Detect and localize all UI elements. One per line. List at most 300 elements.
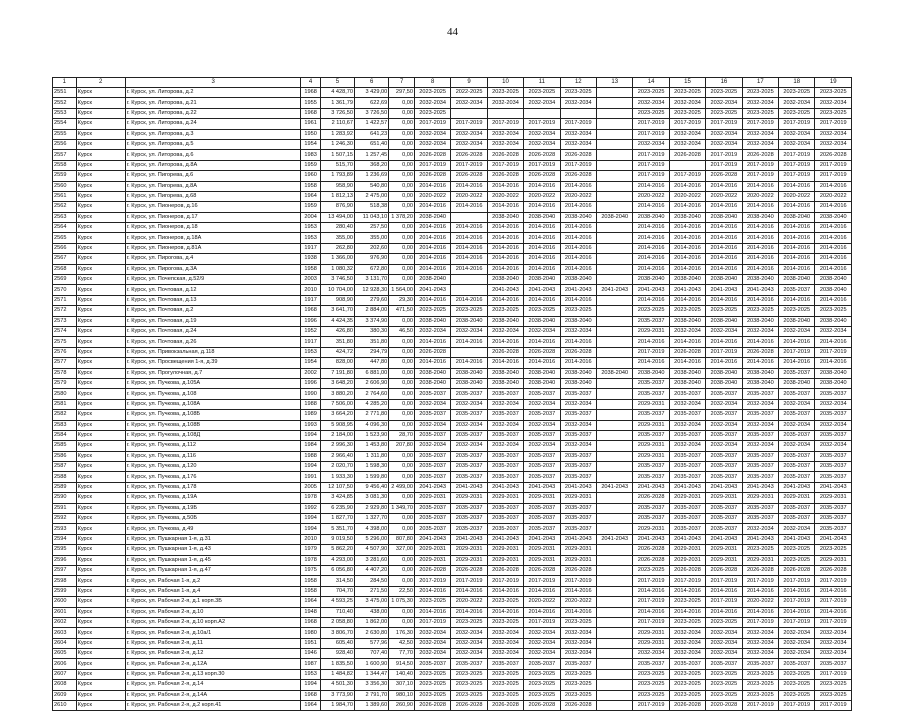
table-cell: 2038-2040 — [524, 316, 560, 326]
table-cell: 2041-2043 — [524, 285, 560, 295]
table-cell: 2029-2031 — [524, 493, 560, 503]
table-cell: 1 793,89 — [320, 171, 354, 181]
table-cell: 2017-2019 — [633, 150, 669, 160]
table-cell: 2038-2040 — [414, 212, 450, 222]
table-cell: 2023-2025 — [451, 617, 487, 627]
table-cell: 1968 — [301, 88, 320, 98]
table-cell: 1953 — [301, 223, 320, 233]
table-cell: 2032-2034 — [414, 139, 450, 149]
table-cell: 0,00 — [389, 191, 415, 201]
table-cell: 2023-2025 — [779, 669, 815, 679]
table-cell: 2032-2034 — [779, 139, 815, 149]
table-cell: 2023-2025 — [779, 88, 815, 98]
table-cell: 2032-2034 — [706, 441, 742, 451]
table-cell — [597, 472, 633, 482]
table-cell: 2014-2016 — [487, 202, 523, 212]
table-cell: 0,00 — [389, 181, 415, 191]
table-cell: 2035-2037 — [742, 462, 778, 472]
table-cell: 2032-2034 — [742, 139, 778, 149]
column-header: 2 — [76, 78, 125, 88]
table-cell: 2035-2037 — [706, 503, 742, 513]
table-cell: 4 428,70 — [320, 88, 354, 98]
table-cell: 2023-2025 — [779, 108, 815, 118]
table-cell: г. Курск, ул. Рабочая 2-я, д.12А — [125, 659, 301, 669]
table-cell: 2035-2037 — [451, 514, 487, 524]
table-cell: 1989 — [301, 410, 320, 420]
table-cell: 2038-2040 — [560, 378, 596, 388]
table-cell: 2574 — [53, 326, 77, 336]
table-cell: 2038-2040 — [779, 316, 815, 326]
table-cell: 2026-2028 — [451, 701, 487, 711]
table-cell: 2035-2037 — [633, 378, 669, 388]
table-cell: Курск — [76, 493, 125, 503]
table-cell: 2035-2037 — [815, 389, 852, 399]
table-cell: 2032-2034 — [706, 638, 742, 648]
table-cell: 2014-2016 — [815, 243, 852, 253]
table-cell: 2032-2034 — [487, 326, 523, 336]
table-cell: 1979 — [301, 545, 320, 555]
table-cell: 2032-2034 — [487, 649, 523, 659]
table-cell: 2032-2034 — [779, 441, 815, 451]
table-cell: 1 311,80 — [355, 451, 389, 461]
table-cell: 2038-2040 — [560, 368, 596, 378]
table-cell: 2041-2043 — [414, 482, 450, 492]
table-cell: 2020-2022 — [706, 191, 742, 201]
table-cell: Курск — [76, 212, 125, 222]
table-cell: 2014-2016 — [414, 607, 450, 617]
table-cell: 2026-2028 — [524, 347, 560, 357]
table-cell: 2552 — [53, 98, 77, 108]
table-cell — [560, 108, 596, 118]
table-cell: 2029-2031 — [779, 493, 815, 503]
table-cell: 2035-2037 — [706, 462, 742, 472]
table-cell — [597, 378, 633, 388]
table-cell: 2023-2025 — [487, 88, 523, 98]
table-cell: 5 296,00 — [355, 534, 389, 544]
table-cell: 2014-2016 — [524, 181, 560, 191]
table-cell: 2041-2043 — [560, 534, 596, 544]
table-cell — [524, 108, 560, 118]
table-cell: 2020-2022 — [633, 191, 669, 201]
table-cell: Курск — [76, 628, 125, 638]
table-cell: 2017-2019 — [706, 119, 742, 129]
table-cell: 2032-2034 — [451, 399, 487, 409]
table-cell: 2035-2037 — [742, 503, 778, 513]
table-cell: 2014-2016 — [414, 337, 450, 347]
table-cell: 2014-2016 — [633, 243, 669, 253]
table-cell: 2026-2028 — [524, 565, 560, 575]
table-cell: 2038-2040 — [669, 212, 705, 222]
table-cell: г. Курск, ул. Пучкова, д.108В — [125, 420, 301, 430]
table-body — [53, 88, 852, 711]
table-cell: 2017-2019 — [815, 347, 852, 357]
table-cell: 2035-2037 — [451, 503, 487, 513]
table-cell: 2020-2022 — [560, 597, 596, 607]
table-cell: 2017-2019 — [815, 171, 852, 181]
table-cell: 2023-2025 — [779, 306, 815, 316]
table-cell: 2 771,80 — [355, 410, 389, 420]
table-cell: 2017-2019 — [487, 160, 523, 170]
table-cell: Курск — [76, 358, 125, 368]
table-cell: 2014-2016 — [414, 264, 450, 274]
table-cell: 2605 — [53, 649, 77, 659]
table-cell: 2 884,00 — [355, 306, 389, 316]
table-cell: 1964 — [301, 701, 320, 711]
table-cell: 2014-2016 — [779, 586, 815, 596]
table-cell: 2041-2043 — [414, 285, 450, 295]
table-cell: 355,00 — [320, 233, 354, 243]
table-cell: 2014-2016 — [560, 586, 596, 596]
table-cell: 2020-2022 — [815, 191, 852, 201]
table-cell: 77,70 — [389, 649, 415, 659]
table-cell: 1 933,30 — [320, 472, 354, 482]
table-cell: 6 235,90 — [320, 503, 354, 513]
table-row — [53, 191, 852, 201]
table-cell: г. Курск, ул. Пучкова, д.120 — [125, 462, 301, 472]
table-cell: 2038-2040 — [815, 316, 852, 326]
table-cell: 0,00 — [389, 275, 415, 285]
table-cell: 2003 — [301, 275, 320, 285]
table-cell: 2032-2034 — [451, 98, 487, 108]
table-cell: 7 506,00 — [320, 399, 354, 409]
table-row — [53, 503, 852, 513]
table-cell: 2023-2025 — [414, 669, 450, 679]
table-cell: 2032-2034 — [742, 649, 778, 659]
table-cell: 0,00 — [389, 139, 415, 149]
table-cell: 2038-2040 — [451, 368, 487, 378]
table-cell: 2017-2019 — [779, 150, 815, 160]
table-cell: Курск — [76, 462, 125, 472]
table-cell: 29,30 — [389, 295, 415, 305]
column-header: 13 — [597, 78, 633, 88]
table-cell: 2035-2037 — [779, 514, 815, 524]
table-cell: 2023-2025 — [560, 306, 596, 316]
table-cell: 2014-2016 — [742, 181, 778, 191]
table-cell: 2023-2025 — [669, 617, 705, 627]
table-cell: 2032-2034 — [524, 139, 560, 149]
table-cell: Курск — [76, 472, 125, 482]
table-cell: 2035-2037 — [742, 514, 778, 524]
table-cell: 0,00 — [389, 119, 415, 129]
table-row — [53, 576, 852, 586]
table-cell: Курск — [76, 669, 125, 679]
table-cell: 2014-2016 — [815, 337, 852, 347]
table-cell: 2020-2022 — [742, 597, 778, 607]
table-cell: Курск — [76, 576, 125, 586]
table-cell: 5 862,20 — [320, 545, 354, 555]
table-cell: 4 507,90 — [355, 545, 389, 555]
table-cell: 2032-2034 — [414, 129, 450, 139]
table-cell: 2023-2025 — [560, 680, 596, 690]
table-cell — [597, 607, 633, 617]
table-cell: 2041-2043 — [742, 285, 778, 295]
table-cell: 2014-2016 — [815, 264, 852, 274]
table-cell: 2029-2031 — [706, 545, 742, 555]
table-cell: 2035-2037 — [560, 514, 596, 524]
table-cell: 2032-2034 — [669, 129, 705, 139]
table-cell: 2032-2034 — [706, 420, 742, 430]
table-cell: 2041-2043 — [633, 534, 669, 544]
table-cell: 2014-2016 — [669, 337, 705, 347]
table-cell: 2014-2016 — [742, 202, 778, 212]
table-cell: г. Курск, ул. Рабочая 2-я, д.10 корп.А2 — [125, 617, 301, 627]
table-cell: 2014-2016 — [414, 254, 450, 264]
table-cell: г. Курск, ул. Рабочая 2-я, д.11 — [125, 638, 301, 648]
table-cell — [597, 181, 633, 191]
table-cell: Курск — [76, 181, 125, 191]
table-cell: 1968 — [301, 617, 320, 627]
table-cell: 2035-2037 — [669, 410, 705, 420]
table-cell — [597, 576, 633, 586]
table-cell: 2017-2019 — [779, 347, 815, 357]
table-cell: 2035-2037 — [669, 389, 705, 399]
table-cell: г. Курск, ул. Пучкова, д.19Б — [125, 503, 301, 513]
table-cell: 2014-2016 — [414, 233, 450, 243]
table-row — [53, 659, 852, 669]
table-cell: 2035-2037 — [706, 514, 742, 524]
table-cell: 2023-2025 — [487, 690, 523, 700]
table-cell: г. Курск, ул. Почепская, д.52/9 — [125, 275, 301, 285]
table-cell: 2017-2019 — [815, 576, 852, 586]
table-cell: 2581 — [53, 399, 77, 409]
table-cell: 2603 — [53, 628, 77, 638]
table-cell: 2032-2034 — [524, 326, 560, 336]
table-cell: 2014-2016 — [815, 358, 852, 368]
table-cell: 2565 — [53, 233, 77, 243]
table-cell: 2014-2016 — [524, 586, 560, 596]
table-cell: 2593 — [53, 524, 77, 534]
table-cell: 1 257,45 — [355, 150, 389, 160]
table-cell: 1 378,20 — [389, 212, 415, 222]
table-cell: 2017-2019 — [524, 576, 560, 586]
table-cell: 2014-2016 — [669, 586, 705, 596]
table-cell: 2038-2040 — [669, 275, 705, 285]
table-cell: г. Курск, ул. Пучкова, д.108Б — [125, 410, 301, 420]
table-cell: 2014-2016 — [524, 254, 560, 264]
table-cell — [597, 524, 633, 534]
table-cell: 2032-2034 — [560, 326, 596, 336]
table-cell — [597, 430, 633, 440]
table-cell: 2017-2019 — [414, 160, 450, 170]
table-cell: 2023-2025 — [451, 680, 487, 690]
table-cell: 2014-2016 — [451, 264, 487, 274]
table-cell: Курск — [76, 202, 125, 212]
table-cell: 2587 — [53, 462, 77, 472]
table-cell: 2035-2037 — [487, 514, 523, 524]
table-cell: 2023-2025 — [414, 597, 450, 607]
table-cell: 2023-2025 — [742, 690, 778, 700]
table-cell: 2014-2016 — [779, 337, 815, 347]
table-cell: 2041-2043 — [815, 534, 852, 544]
table-cell: 2014-2016 — [706, 243, 742, 253]
table-cell: 0,00 — [389, 576, 415, 586]
table-cell: 2038-2040 — [742, 316, 778, 326]
table-cell: 518,38 — [355, 202, 389, 212]
table-cell: 2017-2019 — [779, 617, 815, 627]
table-cell: Курск — [76, 337, 125, 347]
table-cell: 2610 — [53, 701, 77, 711]
table-cell: 2586 — [53, 451, 77, 461]
table-cell: г. Курск, ул. Литорова, д.22 — [125, 108, 301, 118]
table-cell: 2035-2037 — [669, 514, 705, 524]
column-header: 12 — [560, 78, 596, 88]
table-cell: 2035-2037 — [451, 462, 487, 472]
table-cell — [597, 98, 633, 108]
table-cell: г. Курск, ул. Рабочая 2-я, д.10 — [125, 607, 301, 617]
table-cell: г. Курск, ул. Пионеров, д.81А — [125, 243, 301, 253]
table-cell: 2577 — [53, 358, 77, 368]
table-cell: 2035-2037 — [815, 524, 852, 534]
table-cell: г. Курск, ул. Рабочая 1-я, д.2 — [125, 576, 301, 586]
table-cell: 2041-2043 — [524, 534, 560, 544]
table-cell: г. Курск, ул. Пучкова, д.178 — [125, 482, 301, 492]
table-cell: 2014-2016 — [560, 243, 596, 253]
table-cell: 2017-2019 — [669, 171, 705, 181]
table-cell: 42,50 — [389, 638, 415, 648]
table-cell: 2014-2016 — [451, 295, 487, 305]
table-cell: г. Курск, ул. Литорова, д.3 — [125, 129, 301, 139]
table-cell: 2035-2037 — [815, 410, 852, 420]
table-cell: 2026-2028 — [560, 347, 596, 357]
table-cell: 1 361,79 — [320, 98, 354, 108]
table-row — [53, 326, 852, 336]
table-cell: г. Курск, ул. Почтовая, д.19 — [125, 316, 301, 326]
table-cell: 6 056,80 — [320, 565, 354, 575]
table-cell: 2553 — [53, 108, 77, 118]
table-cell: 928,40 — [320, 649, 354, 659]
table-cell: 2032-2034 — [560, 638, 596, 648]
table-cell: Курск — [76, 617, 125, 627]
table-cell: 2032-2034 — [451, 649, 487, 659]
table-cell — [597, 119, 633, 129]
table-cell: 2551 — [53, 88, 77, 98]
table-cell: 2014-2016 — [815, 233, 852, 243]
table-cell: 351,80 — [320, 337, 354, 347]
table-cell: 447,80 — [355, 358, 389, 368]
table-cell: 2035-2037 — [487, 462, 523, 472]
table-row — [53, 129, 852, 139]
table-cell: 2 606,90 — [355, 378, 389, 388]
table-row — [53, 420, 852, 430]
table-cell: 1994 — [301, 430, 320, 440]
table-cell: 2023-2025 — [669, 597, 705, 607]
table-row — [53, 337, 852, 347]
table-cell — [597, 254, 633, 264]
table-cell: 3 081,30 — [355, 493, 389, 503]
table-cell: г. Курск, ул. Привокзальная, д.118 — [125, 347, 301, 357]
table-cell: 2029-2031 — [669, 493, 705, 503]
table-cell: 0,00 — [389, 347, 415, 357]
table-cell: 2038-2040 — [779, 212, 815, 222]
table-cell: 2035-2037 — [414, 524, 450, 534]
table-cell: 2014-2016 — [633, 586, 669, 596]
table-cell: 297,50 — [389, 88, 415, 98]
table-row — [53, 565, 852, 575]
table-cell: 2017-2019 — [451, 576, 487, 586]
table-cell: 2014-2016 — [560, 202, 596, 212]
table-cell: 2032-2034 — [487, 139, 523, 149]
table-cell: 2032-2034 — [742, 441, 778, 451]
table-cell: 2014-2016 — [633, 607, 669, 617]
table-cell: 4 407,20 — [355, 565, 389, 575]
table-cell: 2038-2040 — [487, 368, 523, 378]
table-cell: 13 494,00 — [320, 212, 354, 222]
table-cell: 2035-2037 — [487, 430, 523, 440]
table-cell: 2029-2031 — [742, 493, 778, 503]
table-cell: 1994 — [301, 462, 320, 472]
table-cell: 2014-2016 — [414, 295, 450, 305]
table-cell: 2035-2037 — [414, 451, 450, 461]
table-cell: 1992 — [301, 503, 320, 513]
table-cell: 2023-2025 — [742, 545, 778, 555]
table-cell: 1953 — [301, 347, 320, 357]
table-cell: 2014-2016 — [560, 264, 596, 274]
table-cell: 2032-2034 — [742, 420, 778, 430]
table-cell — [597, 701, 633, 711]
table-row — [53, 534, 852, 544]
table-cell: 2 499,00 — [389, 482, 415, 492]
table-cell: г. Курск, ул. Просвещения 1-я, д.39 — [125, 358, 301, 368]
table-cell: 2023-2025 — [779, 690, 815, 700]
table-cell: 5 351,70 — [320, 524, 354, 534]
table-cell: 2023-2025 — [779, 555, 815, 565]
table-cell: 2041-2043 — [706, 534, 742, 544]
table-row — [53, 108, 852, 118]
table-cell: 2035-2037 — [560, 659, 596, 669]
table-cell: 2032-2034 — [487, 399, 523, 409]
table-cell: 1990 — [301, 389, 320, 399]
table-cell: Курск — [76, 368, 125, 378]
table-cell: 2014-2016 — [451, 337, 487, 347]
table-cell: 2032-2034 — [815, 649, 852, 659]
table-cell: Курск — [76, 88, 125, 98]
table-cell: 1 344,47 — [355, 669, 389, 679]
table-cell: 2038-2040 — [414, 316, 450, 326]
table-cell: Курск — [76, 680, 125, 690]
table-cell: 914,50 — [389, 659, 415, 669]
table-cell: 2585 — [53, 441, 77, 451]
table-row — [53, 212, 852, 222]
table-cell: 2026-2028 — [669, 347, 705, 357]
table-cell: 2014-2016 — [742, 295, 778, 305]
table-cell: 2023-2025 — [560, 617, 596, 627]
table-cell: г. Курск, ул. Пушкарная 1-я, д.43 — [125, 545, 301, 555]
table-cell: 2035-2037 — [414, 503, 450, 513]
table-cell: 577,96 — [355, 638, 389, 648]
table-cell: 22,50 — [389, 586, 415, 596]
table-cell — [597, 160, 633, 170]
table-cell: 2592 — [53, 514, 77, 524]
table-cell: 368,20 — [355, 160, 389, 170]
table-cell: 2032-2034 — [524, 399, 560, 409]
table-cell: 2017-2019 — [742, 617, 778, 627]
table-cell: 2023-2025 — [706, 669, 742, 679]
table-cell: 2041-2043 — [779, 482, 815, 492]
table-row — [53, 430, 852, 440]
table-cell: 1958 — [301, 576, 320, 586]
table-cell: 622,69 — [355, 98, 389, 108]
table-cell: 2038-2040 — [524, 212, 560, 222]
table-cell: 2017-2019 — [815, 119, 852, 129]
table-row — [53, 597, 852, 607]
table-cell: г. Курск, ул. Литорова, д.6 — [125, 150, 301, 160]
table-row — [53, 410, 852, 420]
table-cell: 2035-2037 — [669, 503, 705, 513]
column-header: 9 — [451, 78, 487, 88]
table-cell: 2035-2037 — [742, 430, 778, 440]
table-cell — [597, 337, 633, 347]
table-cell: 2017-2019 — [779, 160, 815, 170]
